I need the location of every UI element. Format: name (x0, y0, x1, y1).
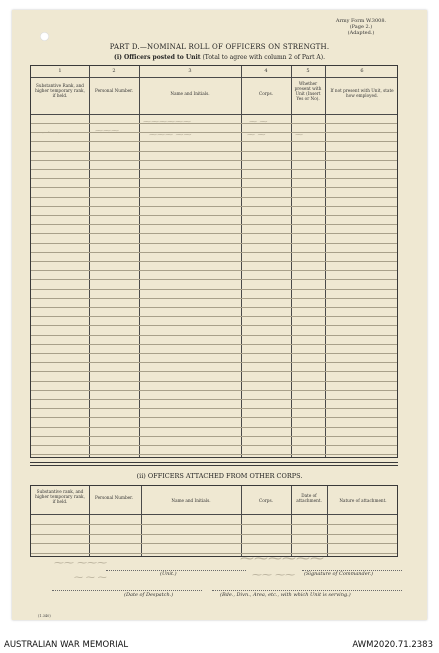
ruled-line (31, 233, 397, 234)
column-number: 5 (306, 68, 310, 74)
ruled-line (31, 279, 397, 280)
faint-pencil-mark: ⁓⁓⁓ ⁓⁓ (149, 130, 192, 139)
date-of-despatch-label: (Date of Despatch.) (124, 592, 174, 598)
column-number: 1 (58, 68, 62, 74)
ruled-line (31, 178, 397, 179)
signature-label: (Signature of Commander.) (304, 571, 374, 577)
header-nature-attachment: Nature of attachment. (339, 498, 387, 503)
header-personal-number: Personal Number. (94, 495, 133, 500)
ruled-line (31, 160, 397, 161)
column-divider (327, 486, 328, 556)
ruled-line (31, 252, 397, 253)
column-divider (291, 486, 292, 556)
ruled-line (31, 524, 397, 525)
section2-title: (ii) OFFICERS ATTACHED FROM OTHER CORPS. (136, 472, 303, 480)
form-adapted-line: (Adapted.) (347, 30, 375, 36)
ruled-line (31, 553, 397, 554)
ruled-line (31, 187, 397, 188)
column-number: 6 (360, 68, 364, 74)
faint-signature: ⁓⁓⁓⁓⁓⁓ (240, 551, 324, 567)
ruled-line (31, 298, 397, 299)
ruled-line (31, 289, 397, 290)
ruled-line (31, 243, 397, 244)
form-number-line: Army Form W.3008. (335, 18, 387, 24)
faint-pencil-mark: ⁓ ⁓ (249, 117, 268, 126)
ruled-line (31, 215, 397, 216)
ruled-line (31, 417, 397, 418)
ruled-line (31, 325, 397, 326)
ruled-line (31, 261, 397, 262)
header-corps: Corps. (259, 498, 273, 503)
ruled-line (31, 307, 397, 308)
ruled-line (31, 206, 397, 207)
section-rule (30, 465, 398, 466)
ruled-line (31, 454, 397, 455)
column-number: 3 (188, 68, 192, 74)
part-subtitle-bold: (i) Officers posted to Unit (113, 54, 201, 61)
ruled-line (31, 371, 397, 372)
part-subtitle (12, 54, 427, 61)
ruled-line (31, 427, 397, 428)
despatch-dotted-line (52, 590, 202, 591)
form-number (321, 18, 401, 36)
part-title: PART D.—NOMINAL ROLL OF OFFICERS ON STRENGTH. (109, 43, 330, 51)
ruled-line (31, 169, 397, 170)
ruled-line (31, 123, 397, 124)
ruled-line (31, 151, 397, 152)
column-number: 2 (112, 68, 116, 74)
column-divider (141, 486, 142, 556)
faint-handwriting: ⁓ ⁓ ⁓ (74, 573, 107, 583)
header-row (31, 77, 397, 115)
header-name: Name and Initials. (170, 91, 210, 96)
faint-signature: ⁓⁓ ⁓⁓ (252, 570, 296, 581)
header-corps: Corps. (259, 91, 273, 96)
header-personal-number: Personal Number. (94, 88, 133, 93)
archive-footer (0, 636, 439, 653)
ruled-line (31, 197, 397, 198)
ruled-line (31, 399, 397, 400)
ruled-line (31, 132, 397, 133)
header-present: Whether present with Unit (Insert Yes or No). (294, 81, 322, 101)
header-rank: Substantive rank, and higher temporary rank, if held. (35, 489, 85, 504)
ruled-line (31, 408, 397, 409)
header-employment: If not present with Unit, state how employed. (330, 88, 394, 98)
ruled-line (31, 353, 397, 354)
ruled-line (31, 270, 397, 271)
part-subtitle-rest: (Total to agree with column 2 of Part A). (202, 54, 325, 61)
punch-hole (40, 32, 49, 41)
column-number: 4 (264, 68, 268, 74)
section-rule (30, 462, 398, 463)
header-name: Name and Initials. (171, 498, 211, 503)
ruled-line (31, 362, 397, 363)
ruled-line (31, 381, 397, 382)
faint-pencil-mark: ⁓ ⁓ (247, 130, 266, 139)
officers-posted-table (30, 65, 398, 458)
ruled-line (31, 141, 397, 142)
column-divider (89, 486, 90, 556)
faint-pencil-mark: ⁓ · ⁓ (37, 128, 61, 137)
ruled-line (31, 344, 397, 345)
form-page-line: (Page 2.) (349, 24, 373, 30)
header-rank: Substantive Rank, and higher temporary rank, if held. (35, 83, 85, 98)
ruled-line (31, 445, 397, 446)
ruled-line (31, 543, 397, 544)
faint-pencil-mark: ⁓⁓⁓⁓⁓⁓ (143, 117, 191, 126)
column-divider (241, 486, 242, 556)
unit-label: (Unit.) (160, 571, 177, 577)
ruled-line (31, 436, 397, 437)
archive-accession: AWM2020.71.2383 (352, 640, 433, 650)
archive-name: AUSTRALIAN WAR MEMORIAL (4, 640, 129, 650)
ruled-line (31, 335, 397, 336)
ruled-line (31, 390, 397, 391)
ruled-line (31, 224, 397, 225)
print-code: (1.340) (38, 614, 51, 618)
formation-dotted-line (212, 590, 402, 591)
officers-attached-table (30, 485, 398, 557)
header-date-attachment: Date of attachment. (296, 493, 322, 503)
faint-pencil-mark: ⁓⁓⁓ (95, 126, 119, 135)
form-sheet (12, 10, 427, 620)
faint-pencil-mark: ⁓ (295, 130, 303, 139)
ruled-line (31, 316, 397, 317)
header-row (31, 486, 397, 515)
faint-handwriting: ⁓⁓ ⁓⁓⁓ (54, 558, 108, 569)
formation-label: (Bde., Divn., Area, etc., with which Unit is serving.) (220, 592, 351, 598)
ruled-line (31, 534, 397, 535)
